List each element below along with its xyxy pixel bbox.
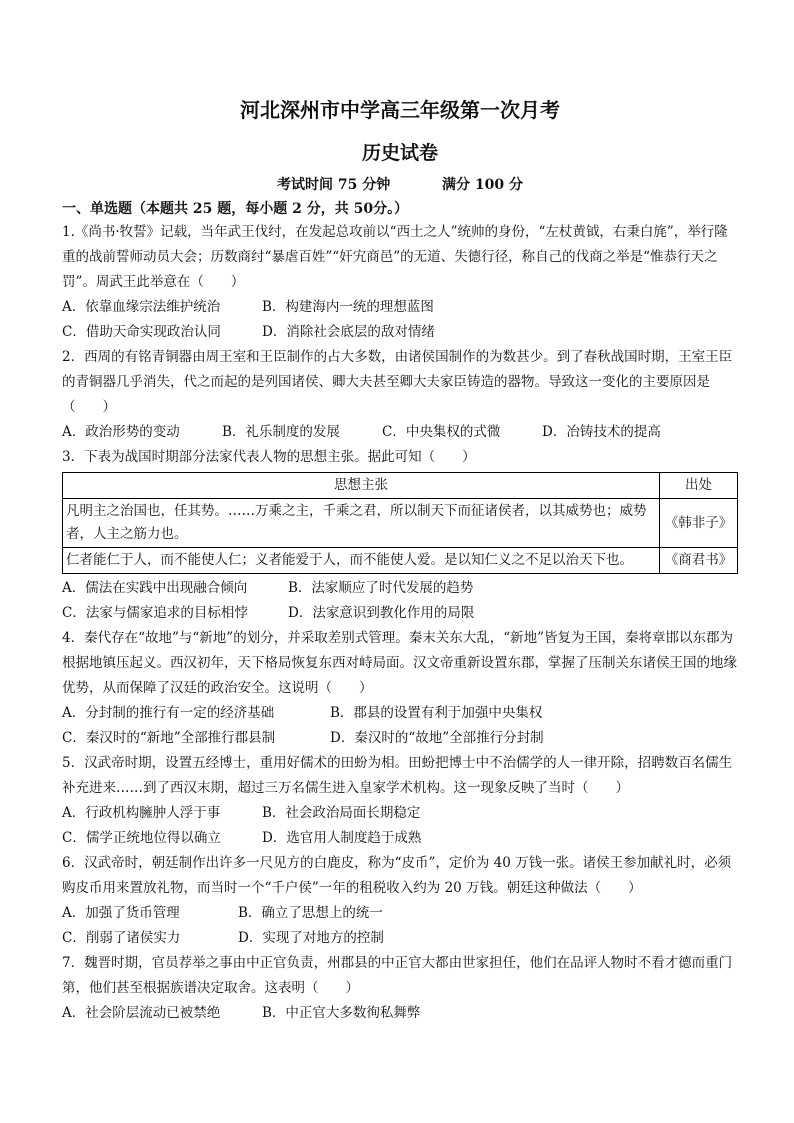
source-table: [62, 472, 738, 574]
table-header: 出处: [660, 473, 738, 499]
option-a: A．儒法在实践中出现融合倾向: [62, 580, 248, 596]
option-d: D．秦汉时的“故地”全部推行分封制: [330, 730, 544, 746]
option-d: D．冶铸技术的提高: [542, 424, 661, 440]
question-stem: 3．下表为战国时期部分法家代表人物的思想主张。据此可知（ ）: [62, 449, 476, 465]
table-cell: 凡明主之治国也，任其势。……万乘之主，千乘之君，所以制天下而征诸侯者，以其威势也；威势者，人主之筋力也。: [63, 499, 660, 548]
option-a: A．社会阶层流动已被禁绝: [62, 1005, 221, 1021]
option-b: B．法家顺应了时代发展的趋势: [288, 580, 474, 596]
table-cell: 《韩非子》: [660, 499, 738, 548]
option-c: C．借助天命实现政治认同: [62, 324, 221, 340]
exam-time: 考试时间 75 分钟: [277, 177, 391, 193]
question-stem: 4．秦代存在“故地”与“新地”的划分，并采取差别式管理。秦末关东大乱，“新地”皆复为王国，秦将章邯以东郡为根据地镇压起义。西汉初年，天下格局恢复东西对峙局面。汉文帝重新设置东郡，掌握了压制关东诸侯王国的地缘优势，从而保障了汉廷的政治安全。这说明（ ）: [62, 630, 737, 696]
option-c: C．削弱了诸侯实力: [62, 930, 181, 946]
option-d: D．消除社会底层的敌对情绪: [262, 324, 435, 340]
exam-subtitle: 历史试卷: [361, 142, 438, 164]
option-c: C．法家与儒家追求的目标相悖: [62, 605, 248, 621]
table-cell: 仁者能仁于人，而不能使人仁；义者能爱于人，而不能使人爱。是以知仁义之不足以治天下也。: [63, 548, 660, 574]
option-b: B．确立了思想上的统一: [238, 905, 383, 921]
option-a: A．政治形势的变动: [62, 424, 180, 440]
exam-score: 满分 100 分: [442, 177, 523, 193]
option-row: [62, 320, 738, 345]
option-a: A．分封制的推行有一定的经济基础: [62, 705, 275, 721]
option-row: [62, 801, 738, 826]
option-row: [62, 726, 738, 751]
option-b: B．社会政治局面长期稳定: [262, 805, 421, 821]
exam-meta: [62, 174, 738, 196]
question-stem: 2．西周的有铭青铜器由周王室和王臣制作的占大多数，由诸侯国制作的为数甚少。到了春秋战国时期，王室王臣的青铜器几乎消失，代之而起的是列国诸侯、卿大夫甚至卿大夫家臣铸造的器物。导致这一变化的主要原因是（ ）: [62, 349, 733, 415]
table-header: 思想主张: [63, 473, 660, 499]
exam-content: [62, 92, 738, 1026]
option-c: C．秦汉时的“新地”全部推行郡县制: [62, 730, 276, 746]
question-stem: 1.《尚书·牧誓》记载，当年武王伐纣，在发起总攻前以“西土之人”统帅的身份，“左杖黄钺，右秉白旄”，举行隆重的战前誓师动员大会；历数商纣“暴虐百姓”“奸宄商邑”的无道、失德行径，称自己的伐商之举是“惟恭行天之罚”。周武王此举意在（ ）: [62, 224, 728, 290]
option-row: [62, 420, 738, 445]
option-row: [62, 1001, 738, 1026]
option-row: [62, 901, 738, 926]
option-row: [62, 601, 738, 626]
option-row: [62, 826, 738, 851]
option-row: [62, 295, 738, 320]
table-row: [63, 499, 738, 548]
option-row: [62, 701, 738, 726]
question-stem: 5．汉武帝时期，设置五经博士，重用好儒术的田蚡为相。田蚡把博士中不治儒学的人一律开除，招聘数百名儒生补充进来……到了西汉末期，超过三万名儒生进入皇家学术机构。这一现象反映了当时（ ）: [62, 755, 733, 796]
question-stem: 6．汉武帝时，朝廷制作出许多一尺见方的白鹿皮，称为“皮币”，定价为 40 万钱一张。诸侯王参加献礼时，必须购皮币用来置放礼物，而当时一个“千户侯”一年的租税收入约为 20 万钱。朝廷这种做法（ ）: [62, 855, 732, 896]
table-header-row: [63, 473, 738, 499]
option-a: A．加强了货币管理: [62, 905, 180, 921]
option-b: B．郡县的设置有利于加强中央集权: [330, 705, 543, 721]
option-d: D．选官用人制度趋于成熟: [262, 830, 422, 846]
option-c: C．儒学正统地位得以确立: [62, 830, 221, 846]
option-b: B．构建海内一统的理想蓝图: [262, 299, 434, 315]
question-stem: 7．魏晋时期，官员荐举之事由中正官负责，州郡县的中正官大都由世家担任，他们在品评人物时不看才德而重门第，他们甚至根据族谱决定取舍。这表明（ ）: [62, 955, 733, 996]
option-c: C．中央集权的式微: [382, 424, 501, 440]
exam-title: 河北深州市中学高三年级第一次月考: [240, 98, 560, 122]
table-cell: 《商君书》: [660, 548, 738, 574]
option-b: B．礼乐制度的发展: [222, 424, 340, 440]
option-row: [62, 926, 738, 951]
option-d: D．法家意识到教化作用的局限: [288, 605, 475, 621]
option-row: [62, 576, 738, 601]
option-a: A．依靠血缘宗法维护统治: [62, 299, 221, 315]
option-a: A．行政机构臃肿人浮于事: [62, 805, 221, 821]
table-row: [63, 548, 738, 574]
option-d: D．实现了对地方的控制: [238, 930, 384, 946]
option-b: B．中正官大多数徇私舞弊: [262, 1005, 421, 1021]
section-heading: 一、单选题（本题共 25 题，每小题 2 分，共 50分。）: [62, 201, 409, 217]
